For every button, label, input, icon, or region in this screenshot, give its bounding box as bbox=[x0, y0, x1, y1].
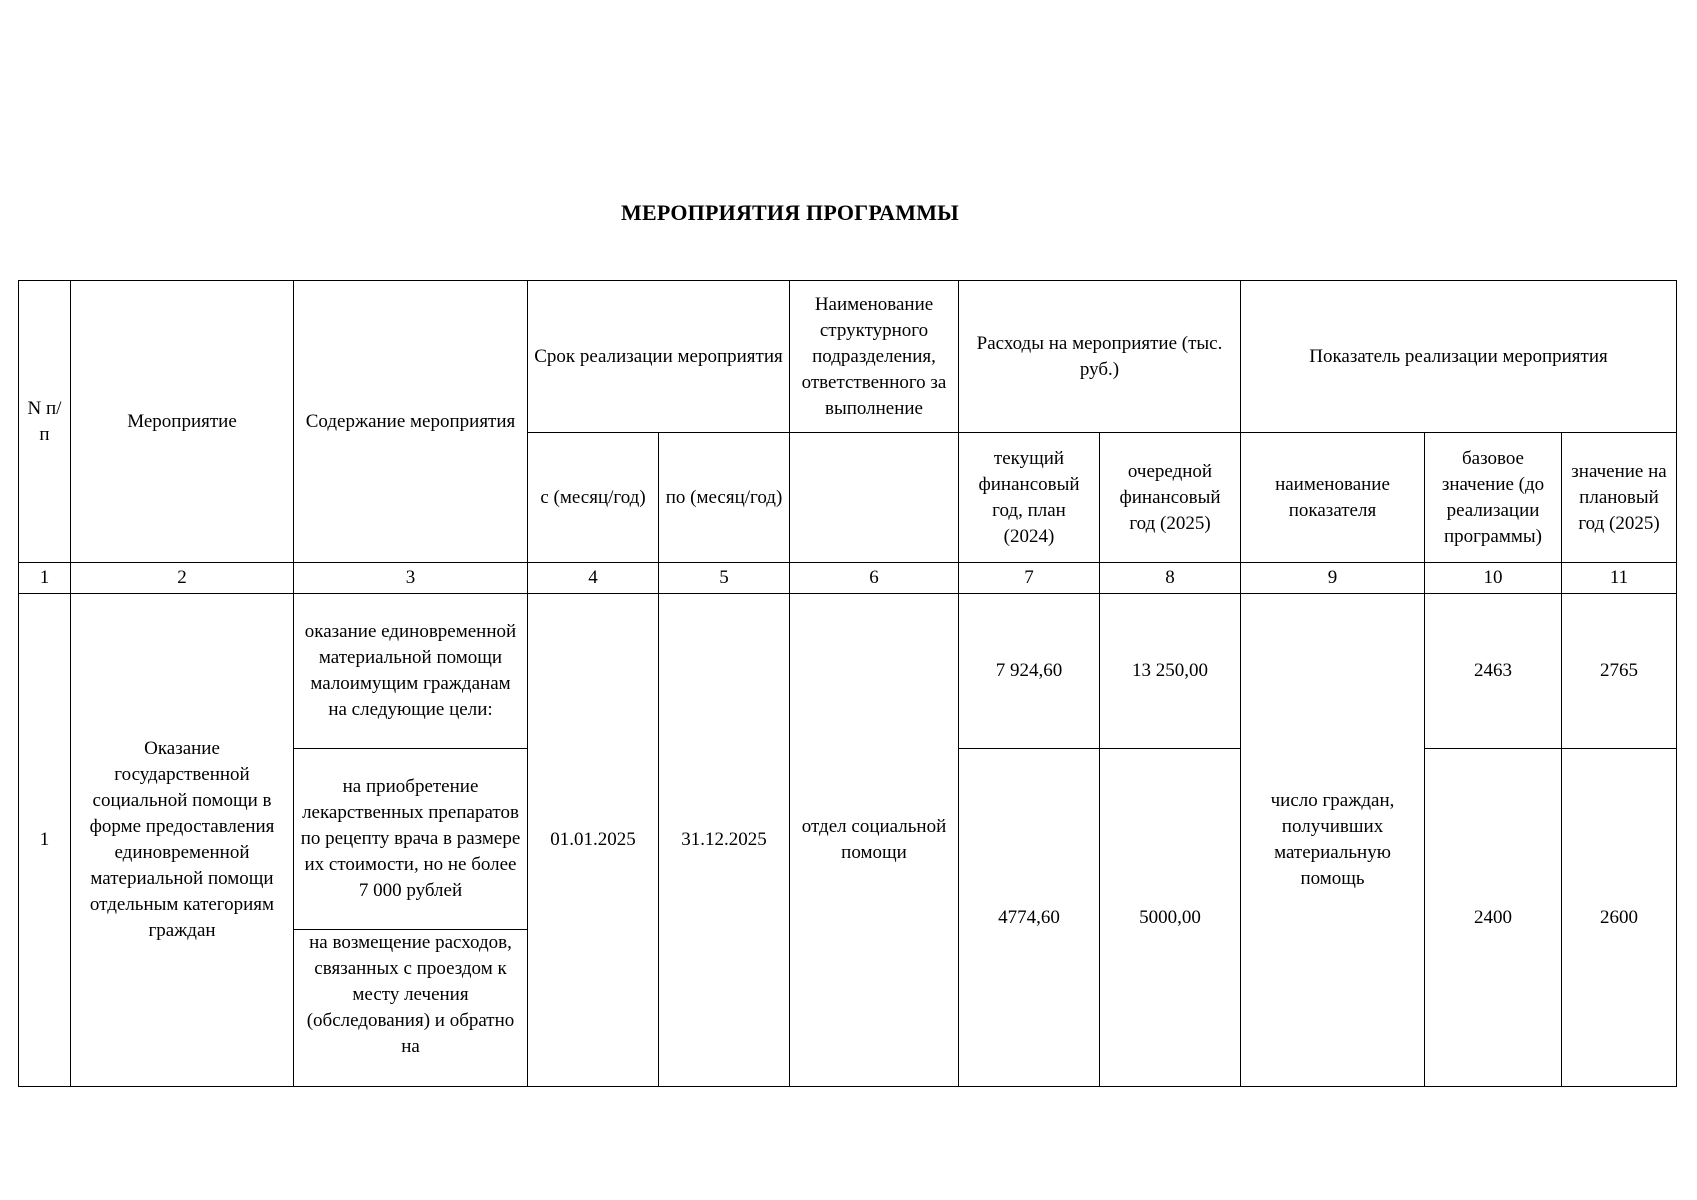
row-plan-1: 2765 bbox=[1562, 594, 1677, 749]
header-department: Наименование структурного подразделения, ответственного за выполнение bbox=[790, 281, 959, 433]
row-expense-current-2: 4774,60 bbox=[959, 749, 1100, 1087]
row-content-3: на возмещение расходов, связанных с проездом к месту лечения (обследования) и обратно на bbox=[306, 932, 515, 1057]
program-events-table bbox=[18, 280, 1677, 1087]
column-number: 8 bbox=[1100, 563, 1241, 594]
row-indicator-name: число граждан, получивших материальную помощь bbox=[1241, 594, 1425, 1087]
column-number: 2 bbox=[71, 563, 294, 594]
column-numbers-row bbox=[19, 563, 1677, 594]
row-expense-current-1: 7 924,60 bbox=[959, 594, 1100, 749]
row-expense-next-1: 13 250,00 bbox=[1100, 594, 1241, 749]
header-expenses: Расходы на мероприятие (тыс. руб.) bbox=[959, 281, 1241, 433]
column-number: 4 bbox=[528, 563, 659, 594]
row-department: отдел социальной помощи bbox=[790, 594, 959, 1087]
header-term: Срок реализации мероприятия bbox=[528, 281, 790, 433]
row-number: 1 bbox=[19, 594, 71, 1087]
header-indicator-base: базовое значение (до реализации программы) bbox=[1425, 433, 1562, 563]
header-term-from: с (месяц/год) bbox=[528, 433, 659, 563]
table-row bbox=[19, 594, 1677, 749]
header-expenses-current: текущий финансовый год, план (2024) bbox=[959, 433, 1100, 563]
header-term-to: по (месяц/год) bbox=[659, 433, 790, 563]
row-date-from: 01.01.2025 bbox=[528, 594, 659, 1087]
column-number: 9 bbox=[1241, 563, 1425, 594]
column-number: 5 bbox=[659, 563, 790, 594]
row-plan-2: 2600 bbox=[1562, 749, 1677, 1087]
row-base-1: 2463 bbox=[1425, 594, 1562, 749]
column-number: 6 bbox=[790, 563, 959, 594]
row-event: Оказание государственной социальной помощи в форме предоставления единовременной материальной помощи отдельным категориям граждан bbox=[71, 594, 294, 1087]
column-number: 11 bbox=[1562, 563, 1677, 594]
header-expenses-next: очередной финансовый год (2025) bbox=[1100, 433, 1241, 563]
header-event: Мероприятие bbox=[71, 281, 294, 563]
row-expense-next-2: 5000,00 bbox=[1100, 749, 1241, 1087]
row-content-1: оказание единовременной материальной помощи малоимущим гражданам на следующие цели: bbox=[294, 594, 528, 749]
row-date-to: 31.12.2025 bbox=[659, 594, 790, 1087]
column-number: 1 bbox=[19, 563, 71, 594]
column-number: 3 bbox=[294, 563, 528, 594]
row-content-3-cell bbox=[294, 930, 528, 1087]
column-number: 7 bbox=[959, 563, 1100, 594]
document-title: МЕРОПРИЯТИЯ ПРОГРАММЫ bbox=[621, 200, 959, 225]
header-n: N п/п bbox=[19, 281, 71, 563]
row-content-2: на приобретение лекарственных препаратов по рецепту врача в размере их стоимости, но не более 7 000 рублей bbox=[294, 749, 528, 930]
header-content: Содержание мероприятия bbox=[294, 281, 528, 563]
header-indicator: Показатель реализации мероприятия bbox=[1241, 281, 1677, 433]
header-indicator-name: наименование показателя bbox=[1241, 433, 1425, 563]
header-indicator-plan: значение на плановый год (2025) bbox=[1562, 433, 1677, 563]
row-base-2: 2400 bbox=[1425, 749, 1562, 1087]
header-row-1 bbox=[19, 281, 1677, 433]
column-number: 10 bbox=[1425, 563, 1562, 594]
header-department-empty bbox=[790, 433, 959, 563]
